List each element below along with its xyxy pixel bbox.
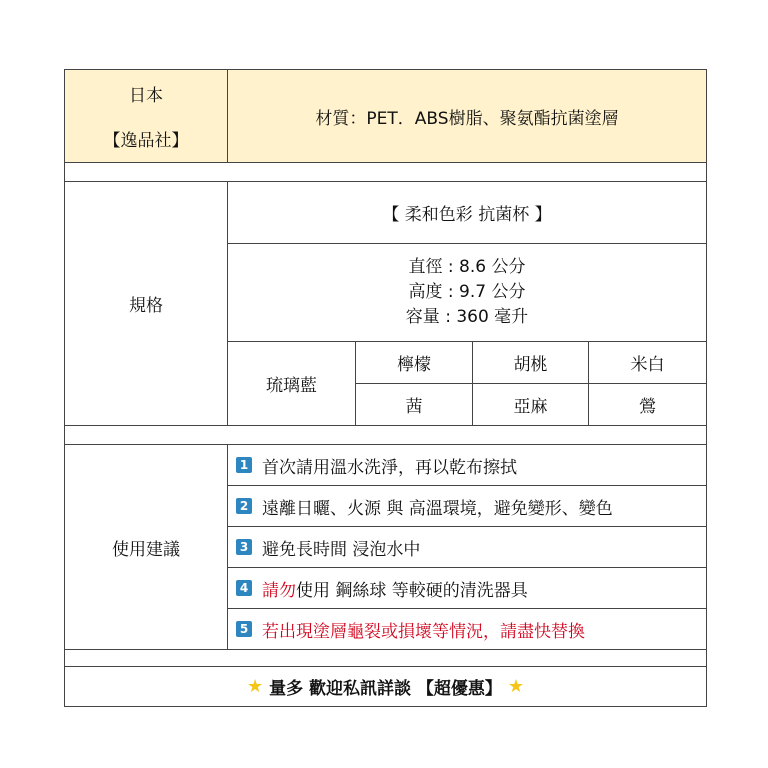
number-badge: 1 [236,457,252,473]
capacity-text: 容量 : 360 毫升 [405,307,529,327]
color-name: 鶯 [639,397,656,417]
usage-tip-row [227,444,707,486]
color-first-cell [227,341,356,426]
color-cell [472,341,589,384]
spec-label-cell [64,181,228,426]
spec-table [64,69,707,707]
product-title-cell [227,181,707,244]
tip-text: 使用 鋼絲球 等較硬的清洗器具 [296,580,528,601]
spacer-row-1 [64,162,707,182]
material-text: 材質：PET．ABS樹脂、聚氨酯抗菌塗層 [315,108,619,129]
star-icon: ★ [246,676,264,697]
header-material-cell [227,69,707,163]
color-name: 琉璃藍 [266,376,317,396]
color-cell [588,383,707,426]
usage-label-cell [64,444,228,650]
color-name: 茜 [405,397,423,417]
footer-cell [64,666,707,707]
spec-label: 規格 [129,296,163,316]
color-name: 米白 [630,355,665,375]
header-origin-cell [64,69,228,163]
number-badge: 5 [236,621,252,637]
product-title: 【 柔和色彩 抗菌杯 】 [382,205,552,225]
dimensions-cell [227,243,707,342]
brand-text: 【逸品社】 [103,131,189,151]
color-cell [588,341,707,384]
origin-text: 日本 [129,86,163,106]
number-badge: 2 [236,498,252,514]
number-badge: 3 [236,539,252,555]
number-badge: 4 [236,580,252,596]
tip-text: 避免長時間 浸泡水中 [262,539,421,560]
usage-tip-row [227,567,707,609]
spacer-row-2 [64,425,707,445]
color-cell [355,383,473,426]
spacer-row-3 [64,649,707,667]
color-name: 亞麻 [513,397,548,417]
color-cell [472,383,589,426]
color-cell [355,341,473,384]
color-name: 檸檬 [397,355,431,375]
usage-label: 使用建議 [112,539,180,560]
height-text: 高度 : 9.7 公分 [408,282,526,302]
warning-text: 若出現塗層龜裂或損壞等情況，請盡快替換 [262,621,585,642]
color-name: 胡桃 [513,355,548,375]
usage-tip-row [227,485,707,527]
tip-text: 遠離日曬、火源 與 高溫環境，避免變形、變色 [262,498,613,519]
warning-prefix: 請勿 [262,580,296,601]
usage-tip-row [227,608,707,650]
tip-text: 首次請用溫水洗淨，再以乾布擦拭 [262,457,517,478]
usage-tip-row [227,526,707,568]
star-icon: ★ [507,676,525,697]
diameter-text: 直徑 : 8.6 公分 [408,257,526,277]
footer-text: 量多 歡迎私訊詳談 【超優惠】 [269,679,502,699]
